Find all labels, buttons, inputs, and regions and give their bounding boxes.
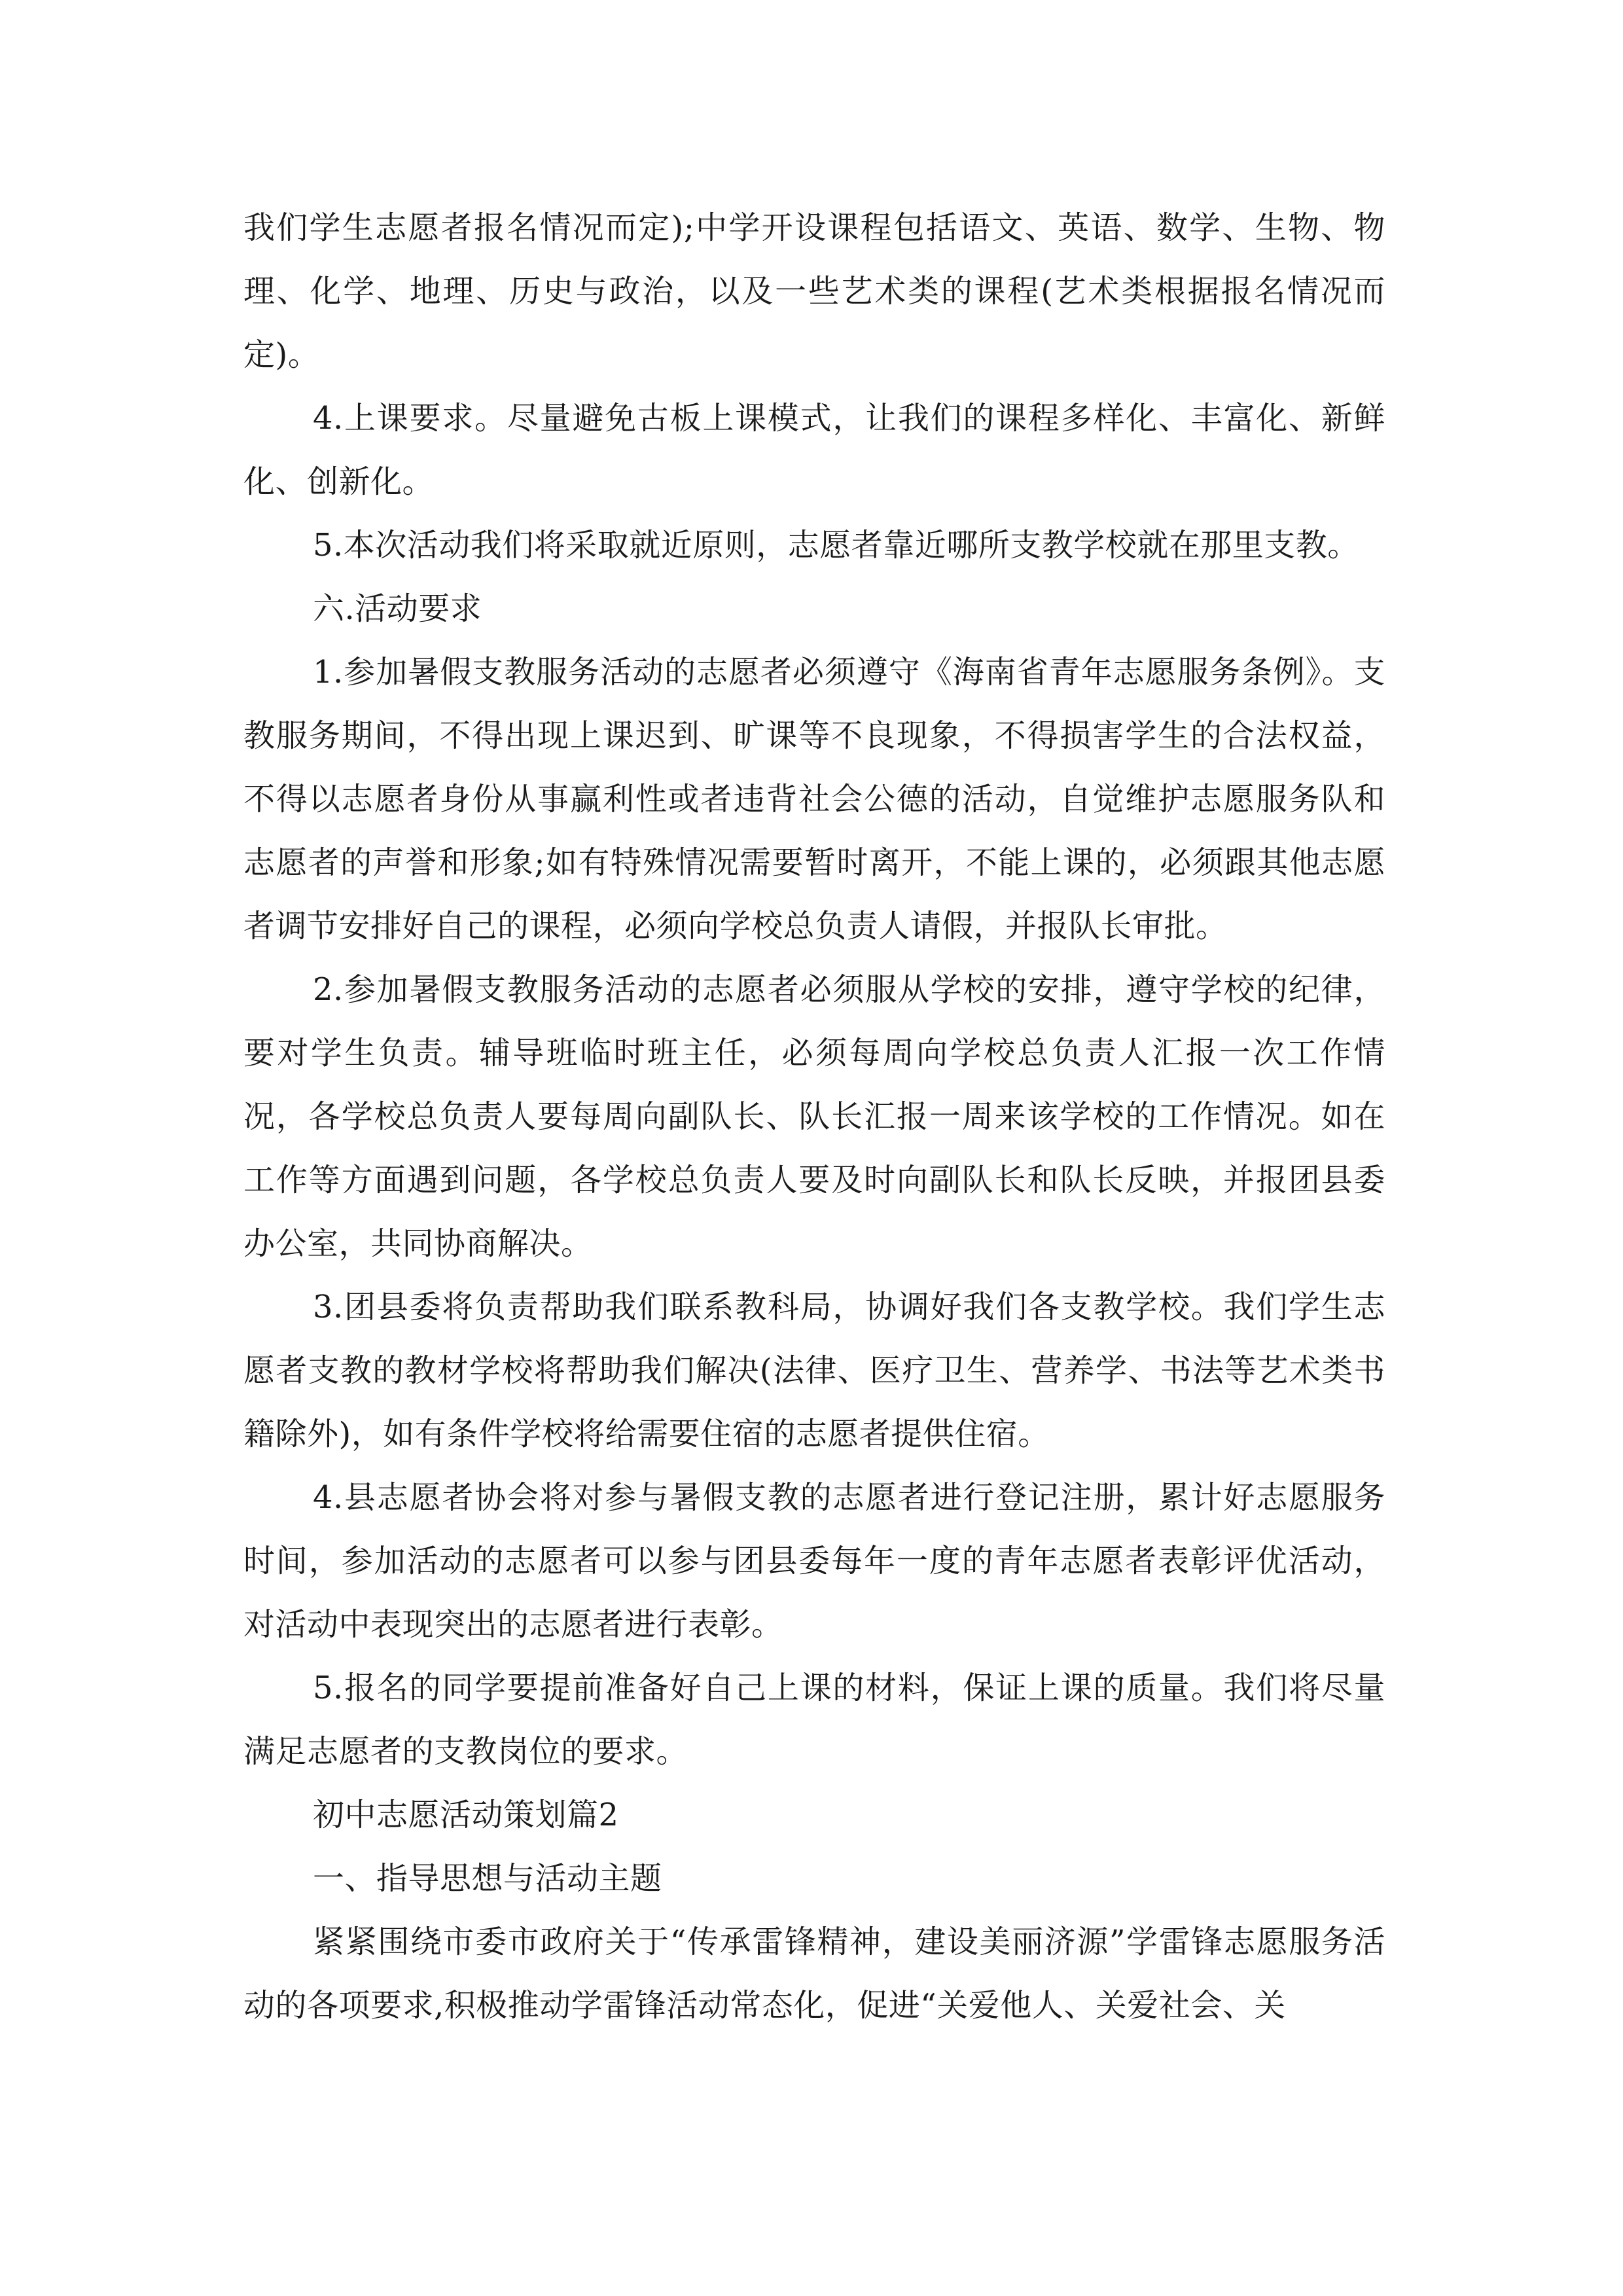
article-title-part-2: 初中志愿活动策划篇2	[313, 1797, 619, 1833]
paragraph-requirement-3: 3.团县委将负责帮助我们联系教科局，协调好我们各支教学校。我们学生志愿者支教的教材学校将帮助我们解决(法律、医疗卫生、营养学、书法等艺术类书籍除外)，如有条件学校将给需要住宿的志愿者提供住宿。	[243, 1289, 1385, 1452]
paragraph-requirement-4: 4.县志愿者协会将对参与暑假支教的志愿者进行登记注册，累计好志愿服务时间，参加活动的志愿者可以参与团县委每年一度的青年志愿者表彰评优活动，对活动中表现突出的志愿者进行表彰。	[243, 1479, 1385, 1643]
paragraph-item-5-proximity-principle: 5.本次活动我们将采取就近原则，志愿者靠近哪所支教学校就在那里支教。	[313, 527, 1359, 564]
paragraph-requirement-2: 2.参加暑假支教服务活动的志愿者必须服从学校的安排，遵守学校的纪律，要对学生负责。辅导班临时班主任，必须每周向学校总负责人汇报一次工作情况，各学校总负责人要每周向副队长、队长汇报一周来该学校的工作情况。如在工作等方面遇到问题，各学校总负责人要及时向副队长和队长反映，并报团县委办公室，共同协商解决。	[243, 971, 1385, 1262]
document-body	[243, 196, 1385, 2037]
paragraph-requirement-1: 1.参加暑假支教服务活动的志愿者必须遵守《海南省青年志愿服务条例》。支教服务期间，不得出现上课迟到、旷课等不良现象，不得损害学生的合法权益，不得以志愿者身份从事赢利性或者违背社会公德的活动，自觉维护志愿服务队和志愿者的声誉和形象;如有特殊情况需要暂时离开，不能上课的，必须跟其他志愿者调节安排好自己的课程，必须向学校总负责人请假，并报队长审批。	[243, 654, 1385, 944]
paragraph-item-4-class-requirements: 4.上课要求。尽量避免古板上课模式，让我们的课程多样化、丰富化、新鲜化、创新化。	[243, 400, 1385, 500]
paragraph-continuation: 我们学生志愿者报名情况而定);中学开设课程包括语文、英语、数学、生物、物理、化学、地理、历史与政治，以及一些艺术类的课程(艺术类根据报名情况而定)。	[243, 209, 1385, 373]
paragraph-guiding-ideology: 紧紧围绕市委市政府关于“传承雷锋精神，建设美丽济源”学雷锋志愿服务活动的各项要求,积极推动学雷锋活动常态化，促进“关爱他人、关爱社会、关	[243, 1924, 1385, 2024]
section-heading-activity-requirements: 六.活动要求	[313, 590, 482, 627]
section-heading-guiding-ideology: 一、指导思想与活动主题	[313, 1860, 662, 1897]
paragraph-requirement-5: 5.报名的同学要提前准备好自己上课的材料，保证上课的质量。我们将尽量满足志愿者的支教岗位的要求。	[243, 1670, 1385, 1770]
